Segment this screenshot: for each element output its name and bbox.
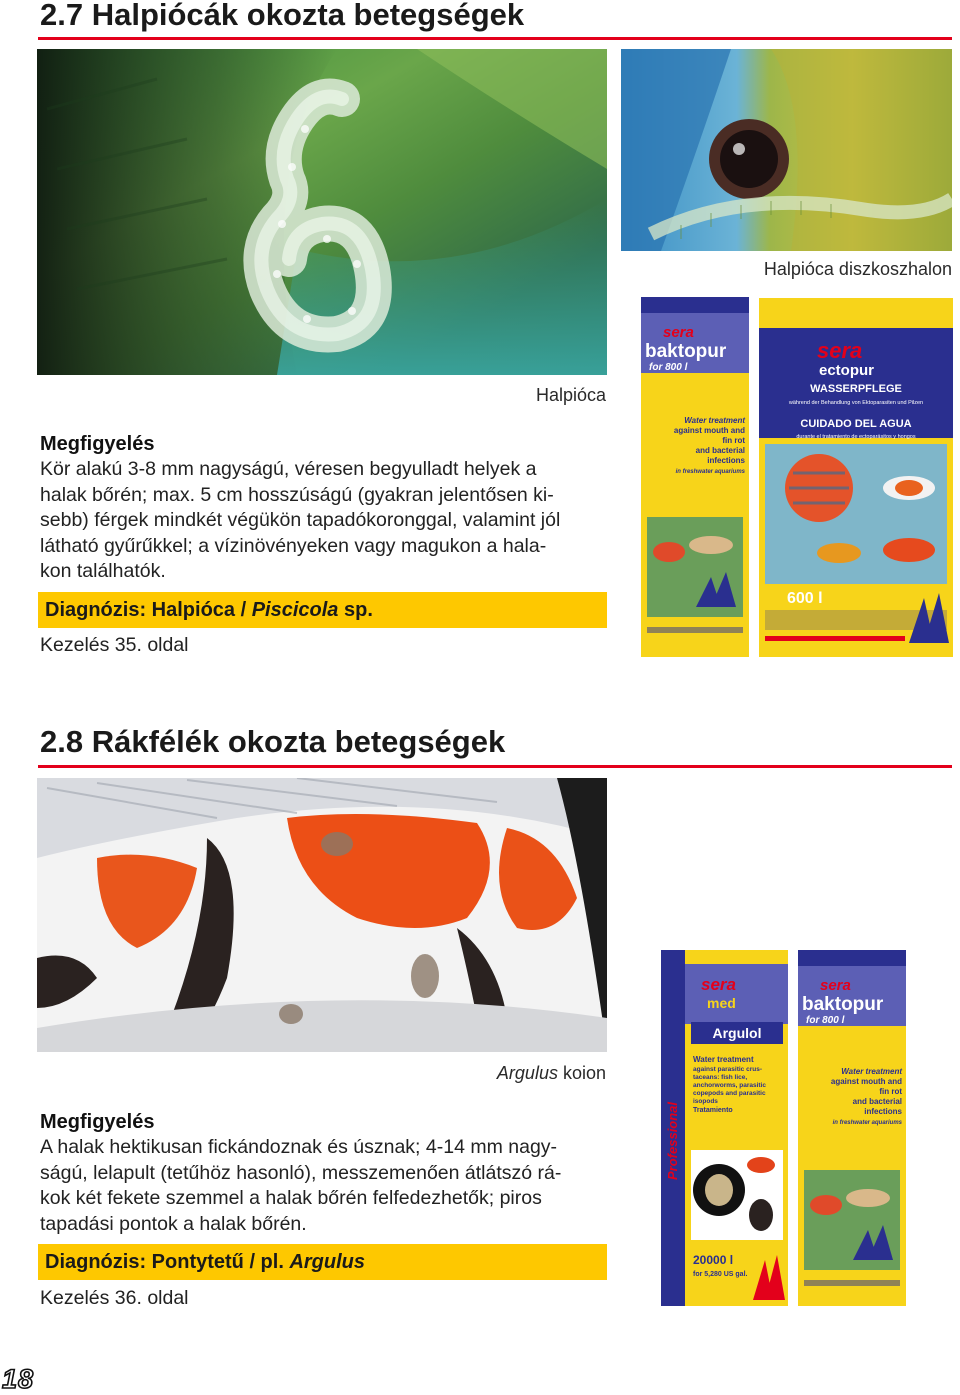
section-title-leeches: 2.7 Halpiócák okozta betegségek	[40, 0, 525, 32]
product-vertical-label: Professional	[665, 1101, 680, 1180]
product-box-argulol	[661, 950, 788, 1306]
diagnosis-prefix: Diagnózis: Halpióca /	[45, 599, 252, 621]
product-desc-line: and bacterial	[695, 446, 745, 455]
observation-text	[40, 1135, 610, 1237]
section-divider	[38, 37, 952, 40]
product-desc-line: and bacterial	[852, 1097, 902, 1106]
product-desc-line: against parasitic crus-	[693, 1066, 762, 1073]
diagnosis-prefix: Diagnózis: Pontytetű / pl.	[45, 1251, 290, 1273]
product-desc-line: anchorworms, parasitic	[693, 1082, 766, 1089]
product-desc-line: Water treatment	[684, 416, 745, 425]
product-name: Argulol	[712, 1025, 762, 1041]
product-line-es: CUIDADO DEL AGUA	[800, 418, 912, 430]
observation-line: halak bőrén; max. 5 cm hosszúságú (gyakran jelentősen ki-	[40, 483, 554, 506]
caption-leech: Halpióca	[535, 385, 606, 405]
diagnosis-suffix: sp.	[338, 599, 373, 621]
section-divider	[38, 765, 952, 768]
product-line: med	[707, 995, 736, 1011]
product-line-de: WASSERPFLEGE	[810, 383, 902, 395]
observation-line: tapadási pontok a halak bőrén.	[40, 1212, 307, 1235]
product-box-ectopur	[759, 298, 953, 657]
diagnosis-bar	[38, 592, 607, 628]
product-volume: for 800 l	[649, 362, 688, 373]
observation-heading: Megfigyelés	[40, 1111, 155, 1133]
observation-text	[40, 457, 610, 585]
section-title-crustaceans: 2.8 Rákfélék okozta betegségek	[40, 724, 506, 759]
product-desc-line: infections	[707, 456, 745, 465]
product-volume: 600 l	[787, 590, 823, 607]
brand-logo: sera	[820, 977, 851, 994]
observation-line: kon találhatók.	[40, 560, 166, 582]
product-desc-line: fin rot	[879, 1087, 902, 1096]
leech-photo	[37, 49, 607, 375]
product-desc-line: infections	[864, 1107, 902, 1116]
caption-argulus-host: koion	[557, 1063, 606, 1083]
product-desc-line: Water treatment	[841, 1067, 902, 1076]
diagnosis-genus: Piscicola	[251, 599, 339, 621]
product-desc-line: isopods	[693, 1098, 718, 1105]
observation-line: kok két fekete szemmel a halak bőrén felfedezhetők; piros	[40, 1187, 542, 1209]
brand-logo: sera	[817, 338, 863, 363]
argulus-koi-photo	[37, 778, 607, 1052]
diagnosis-genus: Argulus	[289, 1251, 366, 1273]
observation-line: Kör alakú 3-8 mm nagyságú, véresen begyulladt helyek a	[40, 458, 537, 480]
product-desc-line: Tratamiento	[693, 1107, 733, 1114]
caption-argulus-genus: Argulus	[496, 1063, 558, 1083]
product-desc-line: Water treatment	[693, 1055, 754, 1064]
diagnosis-bar	[38, 1244, 607, 1280]
product-name: ectopur	[819, 362, 875, 379]
product-volume: 20000 l	[693, 1253, 734, 1267]
observation-line: látható gyűrűkkel; a vízinövényeken vagy magukon a hala-	[40, 534, 547, 557]
treatment-reference: Kezelés 35. oldal	[40, 634, 189, 656]
page-number: 18	[2, 1364, 35, 1394]
brand-logo: sera	[701, 975, 736, 994]
product-box-baktopur	[798, 950, 906, 1306]
observation-line: ságú, lelapult (tetűhöz hasonló), messzemenően átlátszó rá-	[40, 1161, 562, 1184]
observation-heading: Megfigyelés	[40, 433, 155, 455]
product-desc-line: against mouth and	[830, 1077, 902, 1086]
caption-leech-on-discus: Halpióca diszkoszhalon	[763, 259, 952, 279]
observation-line: sebb) férgek mindkét végükön tapadókoronggal, valamint jól	[40, 509, 561, 531]
product-desc-line: copepods and parasitic	[693, 1090, 766, 1097]
brand-logo: sera	[663, 324, 694, 341]
product-name: baktopur	[802, 994, 884, 1015]
product-desc-line: taceans: fish lice,	[693, 1074, 748, 1081]
product-volume-us: for 5,280 US gal.	[693, 1271, 748, 1278]
leech-on-discus-photo	[621, 49, 952, 251]
product-desc-line: in freshwater aquariums	[675, 469, 745, 475]
treatment-reference: Kezelés 36. oldal	[40, 1287, 189, 1309]
product-desc-line: fin rot	[722, 436, 745, 445]
caption-argulus	[420, 1063, 606, 1084]
product-desc-line: against mouth and	[673, 426, 745, 435]
product-sub-es: durante el tratamiento de ectoparásitos y hongos	[796, 434, 916, 440]
observation-line: A halak hektikusan fickándoznak és úsznak; 4-14 mm nagy-	[40, 1136, 558, 1158]
product-box-baktopur	[641, 297, 749, 657]
product-sub-de: während der Behandlung von Ektoparasiten und Pilzen	[788, 400, 924, 406]
product-name: baktopur	[645, 341, 727, 362]
product-volume: for 800 l	[806, 1015, 845, 1026]
product-desc-line: in freshwater aquariums	[832, 1120, 902, 1126]
